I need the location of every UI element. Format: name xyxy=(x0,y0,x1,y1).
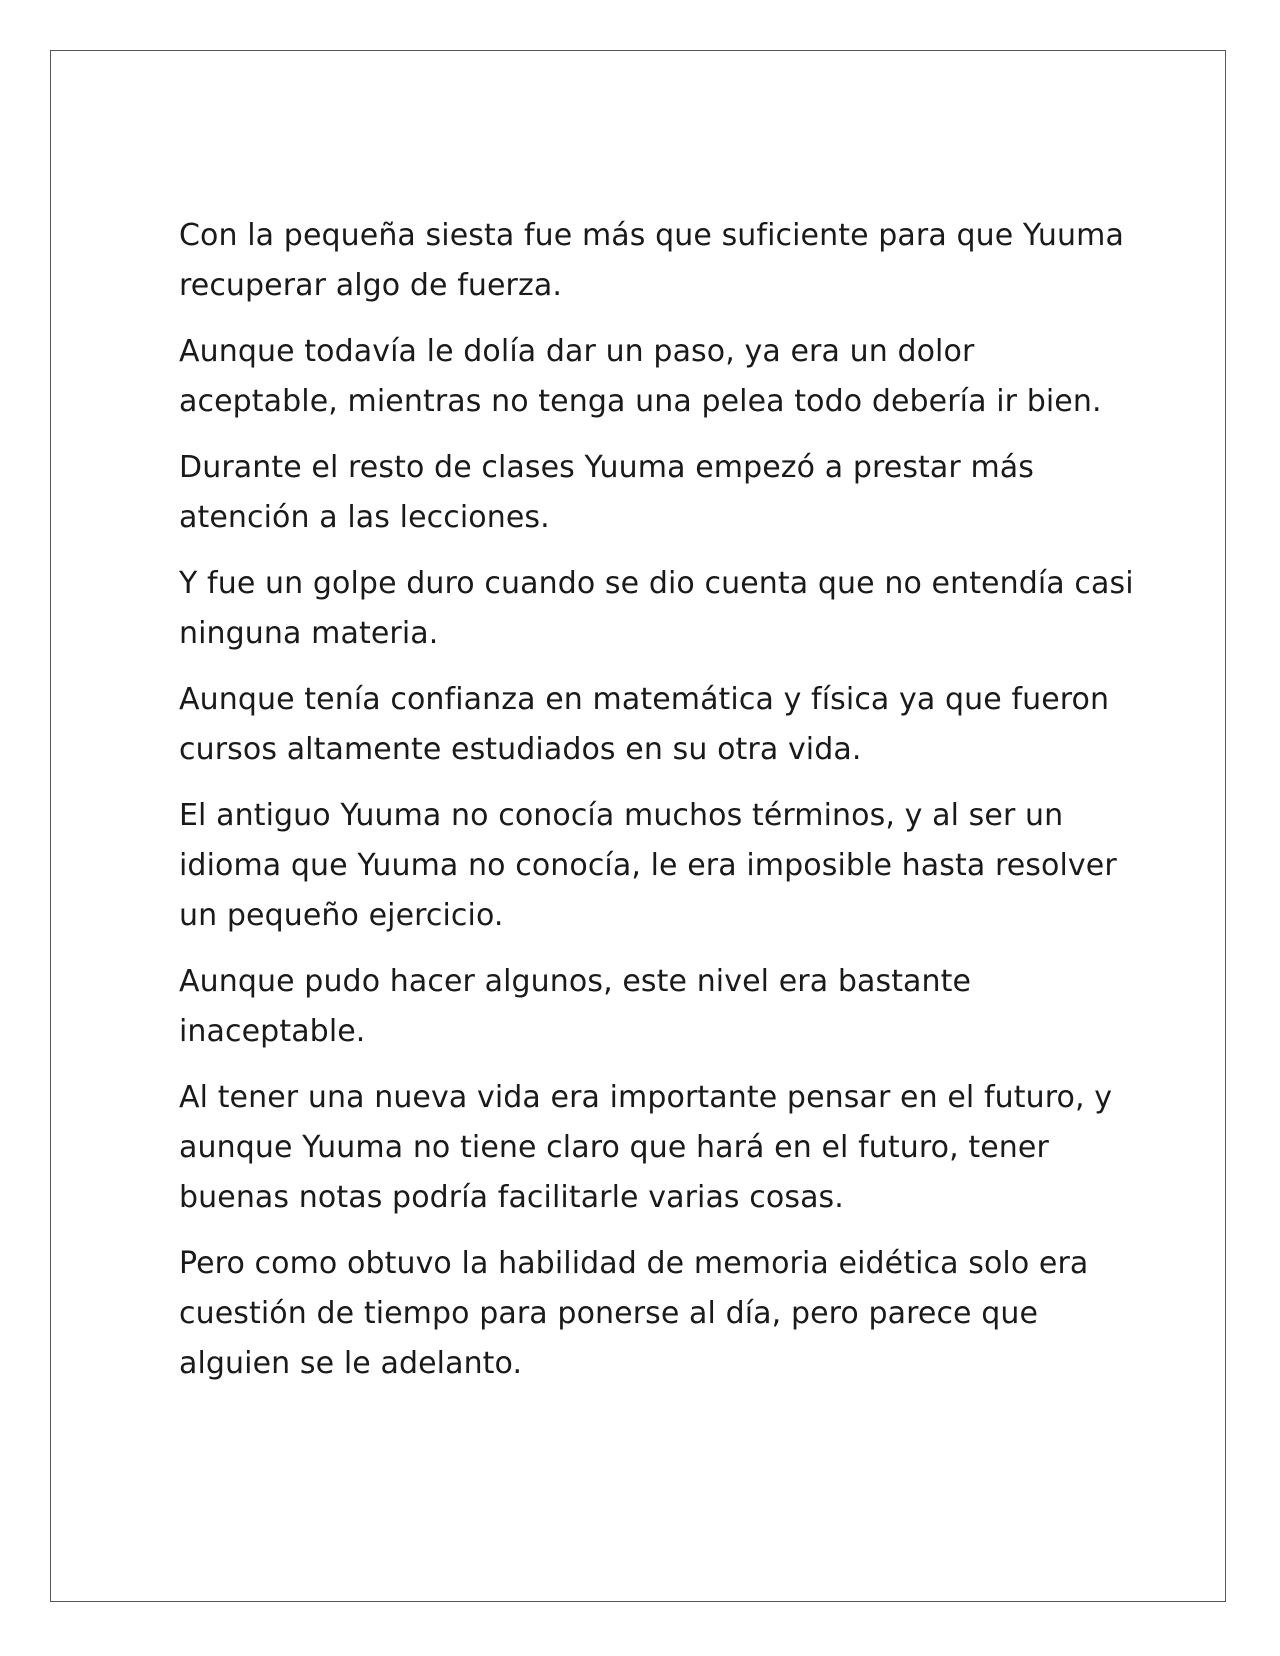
paragraph: Al tener una nueva vida era importante pensar en el futuro, y aunque Yuuma no tiene claro que hará en el futuro, tener buenas notas podría facilitarle varias cosas. xyxy=(179,1080,1113,1215)
paragraph: Durante el resto de clases Yuuma empezó a prestar más atención a las lecciones. xyxy=(179,450,1034,535)
paragraph: Aunque todavía le dolía dar un paso, ya era un dolor aceptable, mientras no tenga una pelea todo debería ir bien. xyxy=(179,334,1102,419)
paragraph: Pero como obtuvo la habilidad de memoria eidética solo era cuestión de tiempo para ponerse al día, pero parece que alguien se le adelanto. xyxy=(179,1246,1089,1381)
paragraph: Y fue un golpe duro cuando se dio cuenta que no entendía casi ninguna materia. xyxy=(179,566,1134,651)
paragraph: Con la pequeña siesta fue más que suficiente para que Yuuma recuperar algo de fuerza. xyxy=(179,218,1124,303)
paragraph: Aunque pudo hacer algunos, este nivel era bastante inaceptable. xyxy=(179,964,972,1049)
paragraph: Aunque tenía confianza en matemática y física ya que fueron cursos altamente estudiados en su otra vida. xyxy=(179,682,1110,767)
document-body xyxy=(179,211,1139,1405)
paragraph: El antiguo Yuuma no conocía muchos términos, y al ser un idioma que Yuuma no conocía, le era imposible hasta resolver un pequeño ejercicio. xyxy=(179,798,1117,933)
page-frame xyxy=(50,50,1226,1602)
